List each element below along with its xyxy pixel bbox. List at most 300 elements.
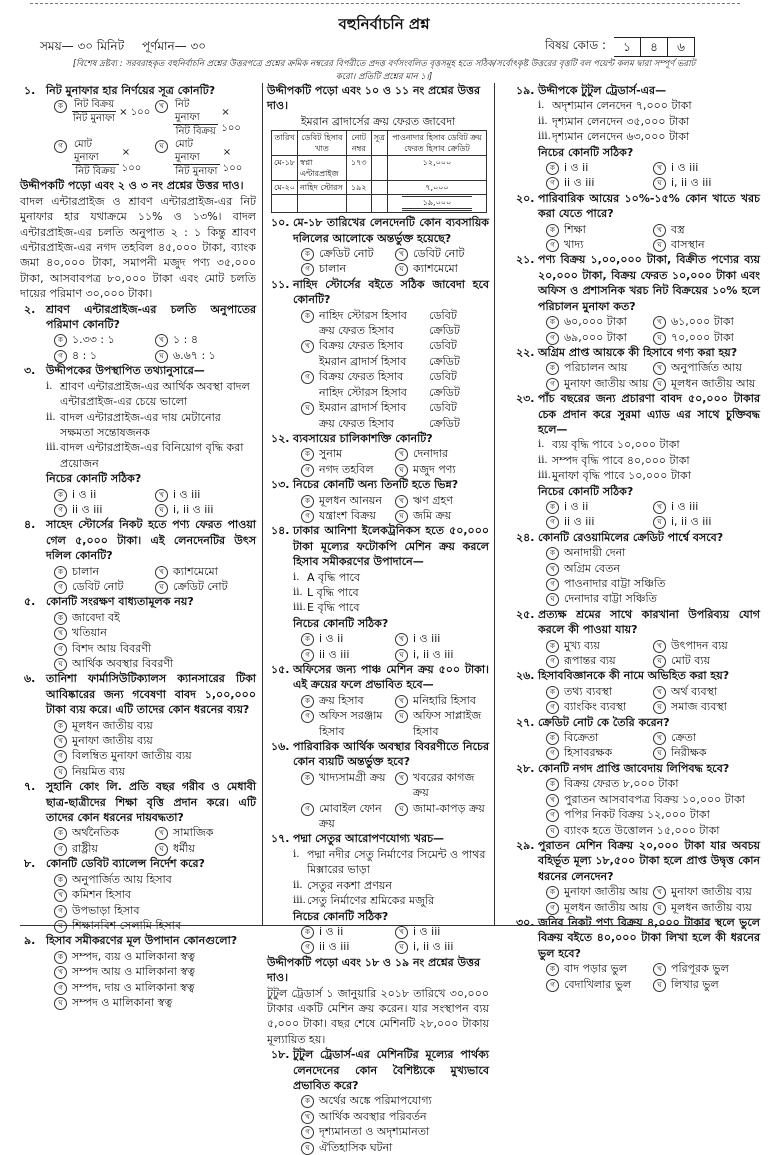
top-divider [30, 3, 740, 4]
stimulus-instruction: উদ্দীপকটি পড়ো এবং ১০ ও ১১ নং প্রশ্নের উত্তর দাও। [267, 84, 481, 113]
question-number: ৯. [24, 934, 36, 948]
answer-option[interactable] [155, 332, 256, 347]
journal-entry [319, 338, 489, 369]
answer-option[interactable] [653, 237, 760, 252]
answer-option[interactable] [54, 887, 256, 902]
question-text: কোনটি সংরক্ষণ বাধ্যতামূলক নয়? [46, 595, 194, 609]
option-text: i ও ii [72, 487, 97, 501]
table-header: সূত্র [371, 131, 387, 156]
answer-option[interactable] [546, 591, 760, 606]
option-text: সামাজিক [173, 826, 214, 840]
answer-option[interactable] [395, 261, 489, 276]
question-text: নাহিদ স্টোর্সের বইতে সঠিক জাবেদা হবে কোনটি? [293, 277, 489, 307]
option-circle-icon: খ [301, 1111, 314, 1124]
answer-option[interactable] [395, 508, 489, 523]
option-text: অফিস সাপ্লাইজ হিসাব [413, 709, 482, 738]
multiplier: × ১০০ [119, 107, 151, 119]
answer-option[interactable] [301, 924, 395, 939]
option-list [46, 487, 256, 518]
statement-text: সেতু নির্মাণের শ্রমিকের মজুরি [307, 894, 435, 908]
statement [538, 453, 760, 468]
option-circle-icon: গ [54, 843, 67, 856]
answer-option[interactable] [54, 733, 256, 748]
answer-option[interactable] [155, 98, 256, 138]
statement-label: i. [293, 571, 300, 583]
debit-credit: ডেবিট [429, 308, 457, 322]
table-row [272, 156, 487, 181]
answer-option[interactable] [301, 261, 395, 276]
answer-option[interactable] [546, 823, 760, 838]
answer-option[interactable] [546, 684, 653, 699]
answer-option[interactable] [546, 653, 653, 668]
statement [538, 468, 760, 483]
option-circle-icon: খ [54, 627, 67, 640]
answer-option[interactable] [301, 631, 395, 646]
answer-option[interactable] [301, 939, 395, 954]
question-text: উদ্দীপকের উপস্থাপিত তথ্যানুসারে— [46, 364, 205, 378]
answer-option[interactable] [653, 514, 760, 529]
answer-option[interactable] [395, 770, 489, 801]
answer-option[interactable] [54, 980, 256, 995]
subject-code-digit: ১ [614, 37, 641, 57]
answer-option[interactable] [301, 770, 395, 801]
answer-option[interactable] [301, 1140, 489, 1155]
option-circle-icon: ঘ [54, 766, 67, 779]
question-text: হিসাব সমীকরণের মূল উপাদান কোনগুলো? [46, 934, 238, 948]
option-text: i, ii ও iii [413, 940, 454, 954]
question-number: ১৯. [516, 84, 535, 97]
answer-option[interactable] [301, 693, 395, 708]
answer-option[interactable] [546, 175, 653, 190]
answer-option[interactable] [546, 776, 760, 791]
answer-option[interactable] [653, 900, 760, 915]
table-row [272, 181, 487, 195]
option-text: বস্ত্র [671, 222, 685, 236]
option-text: মুখ্য ব্যয় [564, 638, 600, 652]
page-title: বহুনির্বাচনি প্রশ্ন [338, 15, 430, 33]
option-text: শিক্ষানবিশ সেলামি হিসাব [72, 918, 181, 932]
question [512, 83, 760, 191]
answer-option[interactable] [54, 348, 155, 363]
answer-option[interactable] [546, 330, 653, 345]
table-cell: মে-২০ [272, 181, 298, 195]
answer-option[interactable] [546, 792, 760, 807]
answer-option[interactable] [155, 502, 256, 517]
option-text: বিশদ আয় বিবরণী [72, 641, 152, 655]
option-text: ii ও iii [72, 502, 103, 516]
debit-credit: ক্রেডিট [429, 354, 460, 368]
option-text: নগদ তহবিল [319, 462, 374, 476]
answer-option[interactable] [54, 98, 155, 138]
answer-option[interactable] [653, 977, 760, 992]
option-text: অফিস সরঞ্জাম হিসাব [319, 709, 383, 738]
account-name: নাহিদ স্টোরস হিসাব [319, 385, 407, 399]
answer-option[interactable] [301, 708, 395, 739]
option-text: দেনাদার [413, 447, 449, 461]
question-number: ১৩. [271, 478, 290, 492]
option-text: ৪ : ১ [72, 348, 97, 362]
answer-option[interactable] [54, 487, 155, 502]
option-circle-icon: খ [155, 334, 168, 347]
question [512, 191, 760, 253]
option-text: ক্রয় হিসাব [319, 693, 364, 707]
instructions: [বিশেষ দ্রষ্টব্য : সরবরাহকৃত বহুনির্বাচনি প্রশ্নের উত্তরপত্রে প্রশ্নের ক্রমিক নম্বরের বিপরীতে প্রদত্ত বর্ণসংবলিত বৃত্তসমূহ হতে সঠিক/সর্বোৎকৃষ্ট উত্তরের বৃত্তটি বল পয়েন্ট কলম দ্বারা সম্পূর্ণ ভরাট করো। প্রতিটি প্রশ্নের মান ১।] [72, 59, 696, 82]
answer-option[interactable] [546, 961, 653, 976]
statement-label: i. [538, 100, 545, 112]
option-text: ক্রেতা [671, 731, 697, 745]
option-circle-icon: ঘ [395, 464, 408, 477]
option-circle-icon: ঘ [395, 263, 408, 276]
question-number: ২১. [516, 253, 535, 267]
option-text: সম্পদ আয় ও মালিকানা স্বত্ব [72, 965, 195, 979]
option-text: অনাদায়ী দেনা [564, 546, 626, 560]
option-circle-icon: ঘ [301, 1142, 314, 1155]
answer-option[interactable] [395, 246, 489, 261]
answer-option[interactable] [155, 564, 256, 579]
answer-option[interactable] [155, 841, 256, 856]
answer-option[interactable] [546, 160, 653, 175]
answer-option[interactable] [546, 977, 653, 992]
stimulus-instruction: উদ্দীপকটি পড়ো এবং ১৮ ও ১৯ নং প্রশ্নের উত্তর দাও। [267, 955, 480, 985]
option-list [46, 564, 256, 595]
answer-option[interactable] [546, 514, 653, 529]
question [20, 363, 256, 517]
option-text: মুনাফা জাতীয় আয় [564, 885, 649, 899]
answer-option[interactable] [54, 949, 256, 964]
answer-option[interactable] [653, 499, 760, 514]
answer-option[interactable] [301, 647, 395, 662]
question-text: নিট মুনাফার হার নির্ণয়ের সূত্র কোনটি? [46, 84, 216, 97]
statement [46, 440, 256, 471]
option-circle-icon: খ [653, 162, 666, 175]
option-circle-icon: ঘ [653, 979, 666, 992]
answer-option[interactable] [301, 338, 489, 369]
answer-option[interactable] [54, 764, 256, 779]
option-circle-icon: খ [395, 495, 408, 508]
option-list [538, 499, 760, 530]
answer-option[interactable] [546, 900, 653, 915]
statement [293, 585, 405, 600]
option-text: লিখার ভুল [671, 977, 719, 991]
option-circle-icon: ক [54, 100, 67, 113]
option-text: বাসস্থান [671, 238, 705, 252]
answer-option[interactable] [653, 160, 760, 175]
answer-option[interactable] [54, 502, 155, 517]
answer-option[interactable] [653, 884, 760, 899]
option-text: মজুদ পণ্য [413, 462, 456, 476]
question [20, 779, 256, 856]
option-text: ii ও iii [564, 515, 595, 529]
question-number: ২৭. [516, 715, 535, 729]
question-number: ২৬. [516, 669, 535, 683]
option-circle-icon: ক [546, 501, 559, 514]
question-text: পারিবারিক আর্থিক অবস্থার বিবরণীতে নিচের কোন ব্যয়টি অন্তর্ভুক্ত হবে? [293, 740, 489, 769]
answer-option[interactable] [54, 625, 256, 640]
option-text: পরিপূরক ভুল [671, 962, 729, 976]
question [512, 761, 760, 838]
answer-option[interactable] [155, 138, 256, 178]
table-total-row [272, 195, 487, 213]
statement-label: ii. [46, 411, 56, 423]
statement-label: ii. [538, 454, 548, 466]
answer-option[interactable] [395, 493, 489, 508]
answer-option[interactable] [395, 801, 489, 832]
answer-option[interactable] [301, 308, 489, 339]
answer-option[interactable] [653, 360, 760, 375]
option-text: অর্থের অঙ্কে পরিমাপযোগ্য [319, 1094, 432, 1108]
option-text: ব্যাংকিং ব্যবস্থা [564, 700, 627, 714]
answer-option[interactable] [653, 638, 760, 653]
answer-option[interactable] [54, 579, 155, 594]
question-number: ২৫. [516, 607, 535, 621]
answer-option[interactable] [546, 237, 653, 252]
option-circle-icon: গ [54, 982, 67, 995]
option-text: অর্থনৈতিক [72, 826, 119, 840]
question-number: ১২. [271, 431, 290, 445]
answer-option[interactable] [54, 610, 256, 625]
answer-option[interactable] [301, 1093, 489, 1108]
option-text: i ও ii [564, 161, 589, 175]
question [512, 530, 760, 607]
answer-option[interactable] [301, 493, 395, 508]
option-circle-icon: গ [546, 177, 559, 190]
answer-option[interactable] [653, 314, 760, 329]
option-text: i ও iii [173, 487, 201, 501]
answer-option[interactable] [301, 400, 489, 431]
answer-option[interactable] [546, 699, 653, 714]
option-circle-icon: ঘ [395, 941, 408, 954]
option-list [293, 493, 489, 524]
option-text: i, ii ও iii [671, 515, 712, 529]
question-text: তানিশা ফার্মাসিউটিক্যালস ক্যানসারের টিকা আবিষ্কারের জন্য গবেষণা বাবদ ১,০০,০০০ টাকা ব্যয় করে। এটি তাদের কোন ধরনের ব্যয়? [46, 672, 256, 717]
option-circle-icon: ক [546, 224, 559, 237]
answer-option[interactable] [395, 708, 489, 739]
question-text: ক্রেডিট নোট কে তৈরি করেন? [538, 715, 670, 729]
statement-text: সেতুর নকশা প্রণয়ন [307, 878, 392, 892]
question [267, 831, 489, 954]
option-text: মূলধন আনয়ন [319, 493, 382, 507]
answer-option[interactable] [54, 656, 256, 671]
answer-option[interactable] [653, 684, 760, 699]
option-text: ii ও iii [564, 176, 595, 190]
answer-option[interactable] [546, 807, 760, 822]
answer-option[interactable] [301, 246, 395, 261]
answer-option[interactable] [546, 499, 653, 514]
answer-option[interactable] [54, 995, 256, 1010]
option-text: অনুপার্জিত আয় হিসাব [72, 872, 172, 886]
answer-option[interactable] [653, 745, 760, 760]
column-2 [267, 83, 489, 1155]
answer-option[interactable] [395, 446, 489, 461]
option-list [293, 308, 489, 431]
question-text: কোনটি রেওয়ামিলের ক্রেডিট পার্শ্বে বসবে? [538, 530, 724, 544]
option-circle-icon: ক [54, 874, 67, 887]
option-text: ৭০,০০০ টাকা [671, 330, 734, 344]
option-circle-icon: খ [301, 340, 314, 353]
table-cell: ১২,০০০ [387, 156, 486, 181]
option-text: i, ii ও iii [671, 176, 712, 190]
answer-option[interactable] [546, 884, 653, 899]
answer-option[interactable] [546, 545, 760, 560]
option-text: i ও iii [413, 924, 441, 938]
question-text: অগ্রিম প্রাপ্ত আয়কে কী হিসাবে গণ্য করা হয়? [538, 345, 738, 359]
question [512, 252, 760, 344]
question-number: ৩০. [516, 915, 535, 929]
answer-option[interactable] [653, 222, 760, 237]
statement-label: ii. [293, 586, 303, 598]
option-text: মূলধন জাতীয় আয় [564, 900, 649, 914]
statement-label: ii. [293, 879, 303, 891]
option-circle-icon: ক [301, 695, 314, 708]
option-circle-icon: খ [546, 563, 559, 576]
statement-label: iii. [293, 602, 306, 614]
question-number: ২৮. [516, 761, 535, 775]
option-circle-icon: ঘ [653, 239, 666, 252]
answer-option[interactable] [54, 748, 256, 763]
option-text: i ও ii [564, 499, 589, 513]
question-number: ৫. [24, 595, 36, 609]
option-list [538, 961, 760, 992]
statement-text: সম্পদ বৃদ্ধি পাবে ৪০,০০০ টাকা [552, 453, 690, 467]
option-circle-icon: গ [301, 649, 314, 662]
option-circle-icon: খ [546, 794, 559, 807]
answer-option[interactable] [54, 332, 155, 347]
question-text: পাঁচ বছরের জন্য প্রচারণা বাবদ ৫০,০০০ টাকার চেক প্রদান করে সুরমা এ্যাড এর সাথে চুক্তিবদ্ধ হলে— [538, 392, 760, 436]
question-text: মে-১৮ তারিখের লেনদেনটি কোন ব্যবসায়িক দলিলের আলোকে অন্তর্ভুক্ত হয়েছে? [293, 216, 489, 245]
account-name: বিক্রয় ফেরত হিসাব [319, 339, 404, 353]
option-circle-icon: ঘ [395, 510, 408, 523]
table-total-cell [387, 195, 486, 213]
question-text: পুরাতন মেশিন বিক্রয় ২০,০০০ টাকা যার অবচয় বহির্ভূত মূল্য ১৮,৫০০ টাকা হলে প্রাপ্ত উদ্বৃত্ত কোন ধরনের লেনদেন? [538, 838, 760, 883]
question [267, 431, 489, 477]
question-text: কোনটি নগদ প্রাপ্তি জাবেদায় লিপিবদ্ধ হবে? [538, 761, 730, 775]
numerator: মোট মুনাফা [173, 138, 220, 165]
question [20, 517, 256, 594]
question [20, 671, 256, 779]
account-name: নাহিদ স্টোরস হিসাব [319, 308, 407, 322]
answer-option[interactable] [301, 508, 395, 523]
answer-option[interactable] [54, 841, 155, 856]
answer-option[interactable] [546, 638, 653, 653]
answer-option[interactable] [395, 924, 489, 939]
answer-option[interactable] [546, 314, 653, 329]
answer-option[interactable] [653, 330, 760, 345]
answer-option[interactable] [546, 360, 653, 375]
answer-option[interactable] [395, 647, 489, 662]
answer-option[interactable] [54, 825, 155, 840]
answer-option[interactable] [54, 564, 155, 579]
answer-option[interactable] [395, 631, 489, 646]
answer-option[interactable] [301, 446, 395, 461]
answer-option[interactable] [546, 730, 653, 745]
answer-option[interactable] [155, 825, 256, 840]
option-list [538, 222, 760, 253]
option-text: বিক্রেতা [564, 731, 599, 745]
option-circle-icon: ক [54, 334, 67, 347]
option-text: পুরাতন আসবাবপত্র বিক্রয় ১০,০০০ টাকা [564, 792, 745, 806]
option-text: নিয়মিত ব্যয় [72, 764, 125, 778]
subject-code [545, 37, 695, 57]
answer-option[interactable] [546, 222, 653, 237]
answer-option[interactable] [395, 939, 489, 954]
answer-option[interactable] [54, 718, 256, 733]
table-cell [346, 195, 371, 213]
answer-option[interactable] [395, 693, 489, 708]
option-circle-icon: ঘ [653, 902, 666, 915]
option-text: অনুপার্জিত আয় [671, 361, 742, 375]
answer-option[interactable] [653, 653, 760, 668]
table-cell [297, 195, 346, 213]
option-text: i ও iii [671, 499, 699, 513]
option-text: খাদ্যসামগ্রী ক্রয় [319, 770, 386, 784]
option-circle-icon: খ [653, 224, 666, 237]
answer-option[interactable] [301, 1109, 489, 1124]
question [512, 838, 760, 915]
multiplier: × ১০০ [222, 147, 243, 174]
option-circle-icon: ক [546, 640, 559, 653]
answer-option[interactable] [301, 462, 395, 477]
question-text: প্রত্যক্ষ শ্রমের সাথে কারখানা উপরিব্যয় যোগ করলে কী পাওয়া যায়? [538, 607, 760, 637]
statement [538, 129, 760, 144]
statement-list [538, 437, 760, 483]
answer-option[interactable] [155, 579, 256, 594]
statement-label: iii. [46, 442, 59, 454]
prompt-text: নিচের কোনটি সঠিক? [538, 145, 634, 159]
table-cell: মে-১৮ [272, 156, 298, 181]
option-circle-icon: খ [155, 489, 168, 502]
question-text: হিসাববিজ্ঞানকে কী নামে অভিহিত করা হয়? [538, 669, 730, 683]
answer-option[interactable] [546, 745, 653, 760]
answer-option[interactable] [54, 641, 256, 656]
option-text: কমিশন হিসাব [72, 888, 132, 902]
option-circle-icon: ক [54, 827, 67, 840]
answer-option[interactable] [653, 961, 760, 976]
option-circle-icon: গ [546, 655, 559, 668]
answer-option[interactable] [653, 730, 760, 745]
option-text: ১ : ৪ [173, 333, 198, 347]
option-circle-icon: গ [301, 464, 314, 477]
answer-option[interactable] [653, 175, 760, 190]
answer-option[interactable] [54, 964, 256, 979]
answer-option[interactable] [546, 576, 760, 591]
denominator: নিট বিক্রয় [175, 126, 216, 138]
answer-option[interactable] [653, 376, 760, 391]
answer-option[interactable] [546, 561, 760, 576]
answer-option[interactable] [155, 348, 256, 363]
option-circle-icon: গ [301, 510, 314, 523]
option-circle-icon: ঘ [653, 655, 666, 668]
option-circle-icon: ঘ [653, 332, 666, 345]
question-number: ১০. [271, 216, 290, 230]
option-list [293, 770, 489, 832]
option-text: ক্যাশমেমো [173, 564, 218, 578]
answer-option[interactable] [546, 376, 653, 391]
answer-option[interactable] [301, 1124, 489, 1139]
option-text: উপভাড়া হিসাব [72, 903, 140, 917]
answer-option[interactable] [653, 699, 760, 714]
option-circle-icon: ক [546, 362, 559, 375]
answer-option[interactable] [155, 487, 256, 502]
answer-option[interactable] [301, 369, 489, 400]
question-text: ব্যবসায়ের চালিকাশক্তি কোনটি? [293, 431, 433, 445]
option-circle-icon: ঘ [653, 747, 666, 760]
account-name: ক্রয় ফেরত হিসাব [319, 324, 394, 338]
answer-option[interactable] [54, 138, 155, 178]
answer-option[interactable] [395, 462, 489, 477]
answer-option[interactable] [54, 903, 256, 918]
answer-option[interactable] [301, 801, 395, 832]
answer-option[interactable] [54, 872, 256, 887]
